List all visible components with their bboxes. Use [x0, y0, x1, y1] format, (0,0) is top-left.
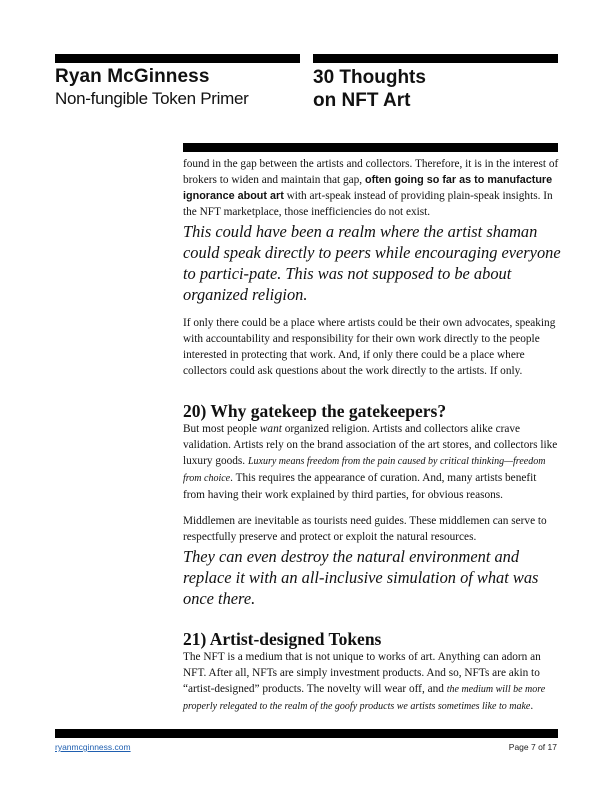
intro-text-2: with art-speak instead of providing plain-speak insights. In the NFT marketplace, those inefficiencies do not exist. [183, 190, 553, 218]
s20-text-c: . This requires the appearance of curation. And, many artists benefit from having their work explained by third parties, for obvious reasons. [183, 472, 537, 501]
intro-text-1: found in the gap between the artists and collectors. Therefore, it is in the interest of brokers to widen and maintain that gap, [183, 158, 559, 186]
footer-rule [55, 729, 558, 738]
author-name: Ryan McGinness [55, 66, 210, 87]
if-only-paragraph: If only there could be a place where artists could be their own advocates, speaking with accountability and responsibility for their own work directly to the people interested in protecting that work. And, if only there could be a place where collectors could ask questions about the work directly to the artists. If only. [183, 317, 556, 377]
header-author-block [55, 66, 300, 109]
pull-quote-2: They can even destroy the natural environment and replace it with an all-inclusive simulation of what was once there. [183, 547, 539, 608]
document-title-line-1: 30 Thoughts [313, 67, 426, 88]
s20-text-a: But most people [183, 423, 260, 435]
footer-website-link[interactable]: ryanmcginness.com [55, 742, 131, 752]
intro-paragraph [183, 156, 561, 220]
page-number: Page 7 of 17 [508, 742, 557, 752]
pull-quote-1: This could have been a realm where the artist shaman could speak directly to peers while encouraging everyone to partici-pate. This was not supposed to be about organized religion. [183, 222, 561, 304]
s20-text-b: organized religion. Artists and collectors alike crave validation. Artists rely on the brand association of the art stores, and collectors like luxury goods. [183, 423, 558, 467]
s20-want: want [259, 423, 282, 435]
header-rule-right [313, 54, 558, 63]
page-content [183, 156, 561, 715]
s21-end: . [530, 700, 534, 712]
s21-text-a: The NFT is a medium that is not unique to works of art. Anything can adorn an NFT. After all, NFTs are simply investment products. And so, NFTs are akin to “artist-designed” products. The novelty will wear off, and [183, 651, 541, 695]
header-rule-left [55, 54, 300, 63]
section-20-heading: 20) Why gatekeep the gatekeepers? [183, 401, 447, 421]
content-top-rule [183, 143, 558, 152]
s20-italic: Luxury means freedom from the pain caused by critical thinking—freedom from choice [183, 456, 546, 484]
document-title-line-2: on NFT Art [313, 90, 411, 111]
section-20-paragraph-2: Middlemen are inevitable as tourists need guides. These middlemen can serve to respectfully preserve and protect or exploit the natural resources. [183, 515, 547, 543]
s21-italic: the medium will be more properly relegated to the realm of the goofy products we artists sometimes like to make [183, 684, 546, 712]
section-21-paragraph [183, 649, 561, 715]
intro-bold-phrase: often going so far as to manufacture ignorance about art [183, 174, 553, 202]
section-20-paragraph-1 [183, 421, 561, 503]
document-subtitle: Non-fungible Token Primer [55, 89, 249, 108]
section-21-heading: 21) Artist-designed Tokens [183, 629, 382, 649]
header-title-block [313, 66, 558, 112]
